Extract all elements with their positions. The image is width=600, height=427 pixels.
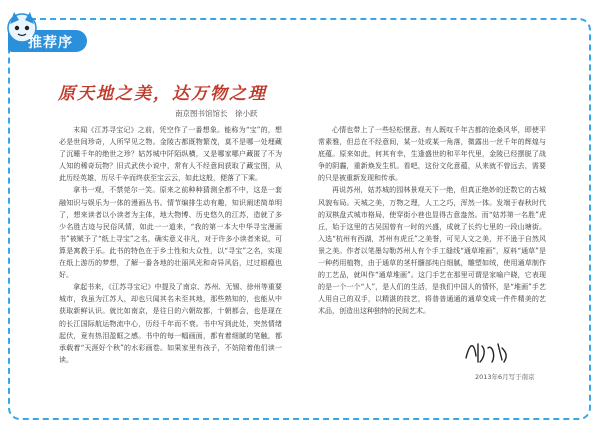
paragraph: 心情也带上了一些轻松惬意。有人既叹千年古都的沧桑风华，即使平常素雅，但总在不经意间，某一处或某一角落，微露出一丝千年的辉煌与底蕴。原来如此，何其有幸，生逢盛世的和平年代里，金陵已经摆脱了战争的阴霾，重新焕发生机。看吧，这份文化意蕴，从来就不曾远去，需要的只是被重新发现和传承。 (318, 126, 546, 183)
article-byline: 南京图书馆馆长 徐小跃 (175, 109, 258, 118)
right-column (318, 124, 546, 318)
paragraph: 再说苏州，姑苏城的园林景观天下一绝，但真正绝妙的还数它的古城风貌布局。天城之美，万物之理，人工之巧，浑然一体。发端于春秋时代的双棋盘式城市格局，使穿街小巷也显得古意盎然。而“姑苏第一名胜”虎丘，始于这里的古吴国曾有一时的兴盛，成就了长约七里的一段山塘街。入选“杭州有西湖，苏州有虎丘”之美誉，可见人文之美，并不逊于自然风景之美。作者以笔墨勾勒苏州人有个手工缝线“通草堆画”，原料“通草”是一种药用植物，由于通草的茎杆髓部纯白细腻，雕塑如绒，使用通草制作的工艺品，就叫作“通草堆画”。这门手艺在那里可谓是家喻户晓，它表现的是一个一个“人”，是人们的生活，是我们中国人的情怀，是“堆画”手艺人用自己的双手，以精湛的技艺，将普普通通的通草变成一件件精美的艺术品，创造出这种独特的民间艺术。 (318, 186, 546, 316)
signature (462, 336, 512, 366)
paragraph: 拿书一观，不禁莞尔一笑。原来之前种种猜测全都不中，这是一套融知识与娱乐为一体的漫画丛书。情节编排生动有趣，知识阐述简单明了，想来读者以小读者为主体，地大物博、历史悠久的江苏，造就了多少名胜古迹与民俗风情，如此一一道来，“我的第一本大中华寻宝漫画书”被赋予了“纸上寻宝”之名，确实意义非凡，对于许多小读者来说，可算是寓教于乐。此书的特色在于乡土性和大众性，以“寻宝”之名，实现在纸上游历的梦想，了解一番各地的壮丽风光和奇异风俗，过过眼瘾也好。 (59, 186, 282, 280)
header-tag-label: 推荐序 (28, 35, 73, 51)
date-line: 2013年6月写于南京 (475, 373, 535, 381)
left-column (59, 124, 282, 366)
paragraph: 末闻《江苏寻宝记》之前，凭空作了一番想象。能称为“宝”的，想必是世间珍奇，人所罕见之物。金陵古都既物繁茂，莫不是哪一处埋藏了沉睡千年的绝世之珍？姑苏城中阡陌纵横，又是哪家哪户藏匿了不为人知的稀奇玩物？旧式武侠小说中，常有人不经意间获取了藏宝图，从此历经英雄，历尽千辛而终获至宝云云，如此这般，便落了下乘。 (59, 126, 282, 183)
paragraph: 拿起书来，《江苏寻宝记》中提及了南京、苏州、无锡、徐州等重要城市，我虽为江苏人，却也只闻其名未至其地，那些熟知的，也能从中获取新鲜认识。就比如南京，是往日的六朝故都，十朝都会，也是现在的长江国际航运物流中心，历经千年而不衰。书中写到此处，突然情绪起伏，竟有热泪盈眶之感。书中的每一幅画面，都有着细腻的笔触，都承载着“天涯好个秋”的水彩画卷。如果家里有孩子，不妨陪着他们读一读。 (59, 283, 282, 364)
article-title: 原天地之美，达万物之理 (58, 84, 267, 104)
